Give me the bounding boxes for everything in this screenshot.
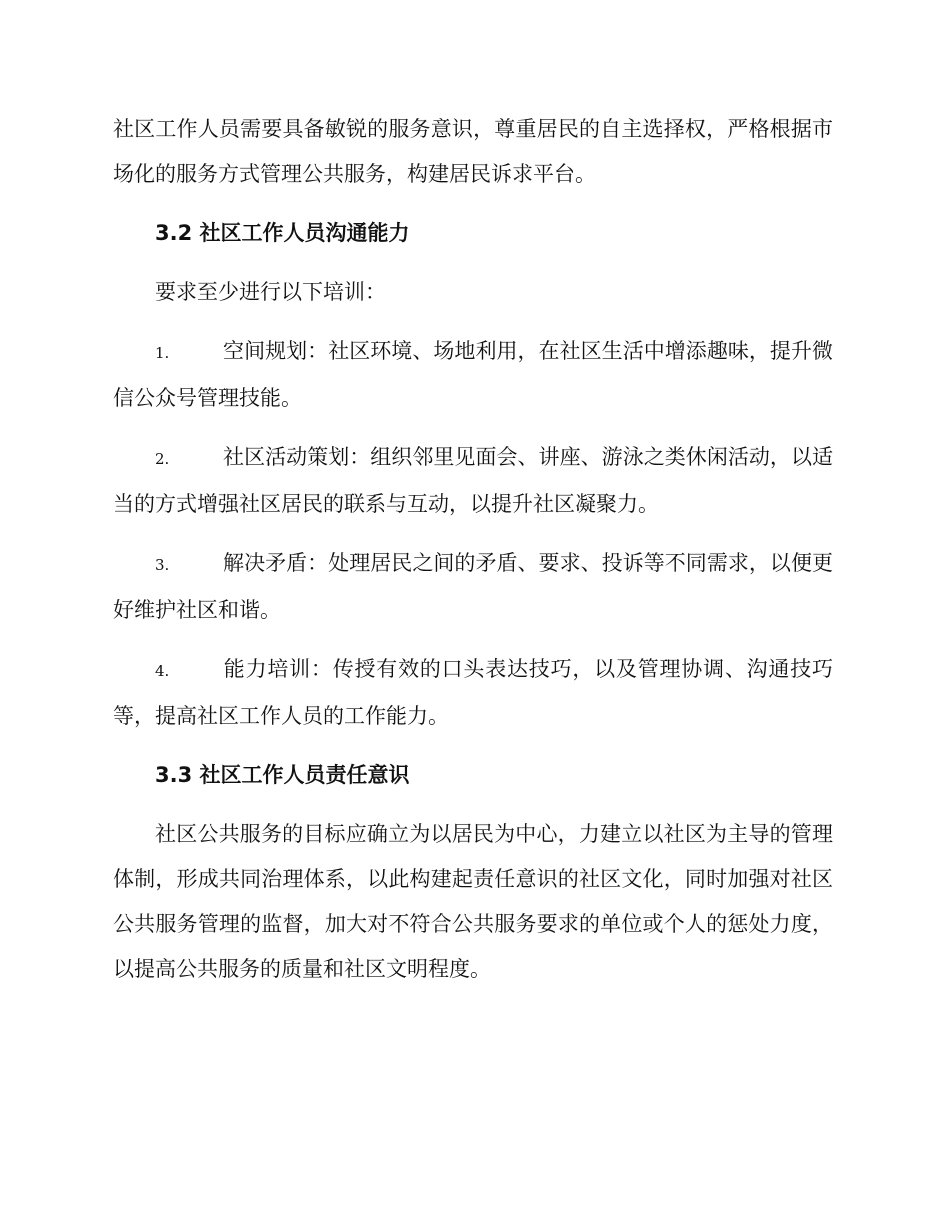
list-item-3 (113, 541, 833, 633)
list-item-4 (113, 647, 833, 739)
section-heading-3-3: 3.3 社区工作人员责任意识 (155, 763, 410, 787)
list-number: 2. (155, 450, 170, 468)
list-item-text: 解决矛盾：处理居民之间的矛盾、要求、投诉等不同需求，以便更好维护社区和谐。 (113, 551, 833, 622)
section-heading-3-2: 3.2 社区工作人员沟通能力 (155, 221, 410, 245)
list-number: 1. (155, 344, 170, 362)
section-3-2-lead: 要求至少进行以下培训： (155, 280, 386, 304)
list-item-text: 空间规划：社区环境、场地利用，在社区生活中增添趣味，提升微信公众号管理技能。 (113, 339, 833, 410)
list-number: 3. (155, 556, 170, 574)
list-item-text: 能力培训：传授有效的口头表达技巧，以及管理协调、沟通技巧等，提高社区工作人员的工作能力。 (113, 657, 833, 728)
section-3-3-body: 社区公共服务的目标应确立为以居民为中心，力建立以社区为主导的管理体制，形成共同治理体系，以此构建起责任意识的社区文化，同时加强对社区公共服务管理的监督，加大对不符合公共服务要求的单位或个人的惩处力度，以提高公共服务的质量和社区文明程度。 (113, 822, 833, 981)
intro-paragraph: 社区工作人员需要具备敏锐的服务意识，尊重居民的自主选择权，严格根据市场化的服务方式管理公共服务，构建居民诉求平台。 (113, 117, 833, 186)
document-page (113, 107, 833, 992)
list-item-2 (113, 435, 833, 527)
list-item-text: 社区活动策划：组织邻里见面会、讲座、游泳之类休闲活动，以适当的方式增强社区居民的联系与互动，以提升社区凝聚力。 (113, 445, 833, 516)
list-number: 4. (155, 662, 170, 680)
list-item-1 (113, 329, 833, 421)
